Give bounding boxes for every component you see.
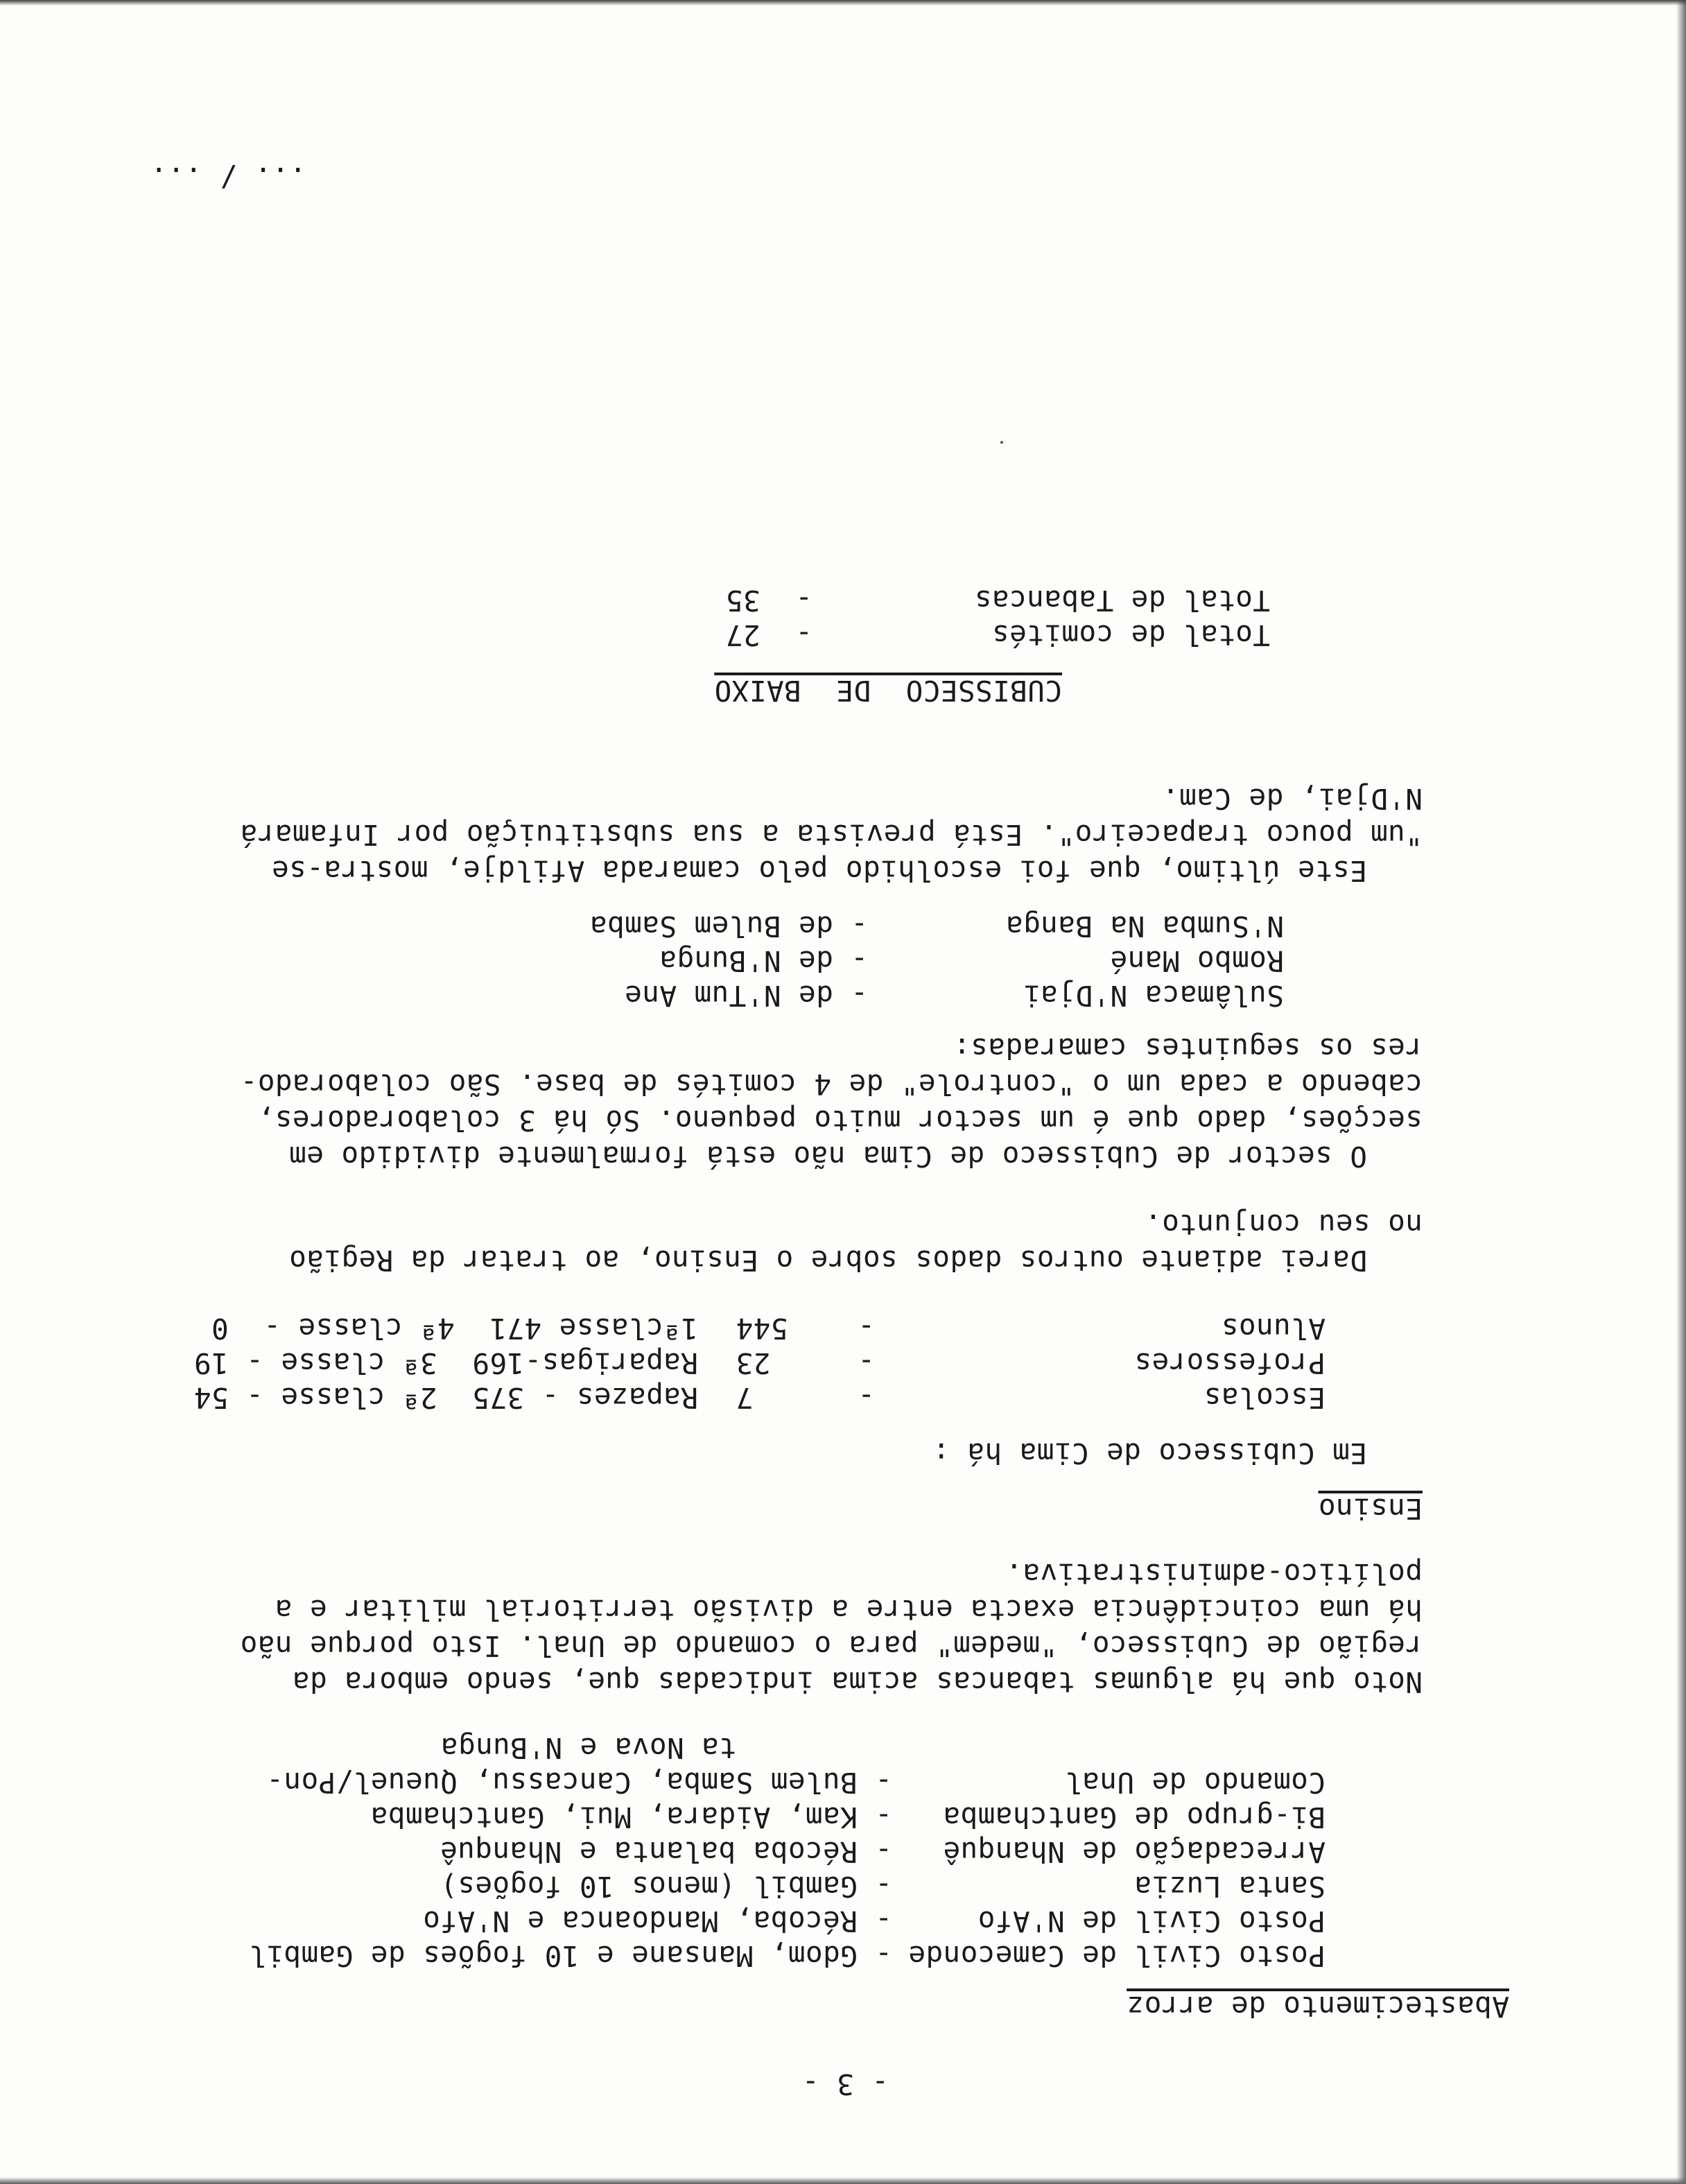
abastecimento-place: Posto Civil de N'Afo: [977, 1905, 1326, 1938]
sector-line: secções, dado que é um sector muito pequeno. Só há 3 colaboradores,: [257, 1104, 1423, 1137]
noto-line: há uma coincidência exacta entre a divisão territorial militar e a: [275, 1593, 1423, 1627]
colaborador-place: - de N'Tum Ane: [624, 979, 868, 1012]
sector-line: cabendo a cada um o "controle" de 4 comités de base. São colaborado-: [240, 1068, 1423, 1101]
baixo-total-label: Total de Tabancas: [974, 584, 1270, 617]
ensino-paragraph-line: no seu conjunto.: [1144, 1208, 1423, 1241]
ensino-row-detail: 1ªclasse 471 4ª classe - 0: [211, 1312, 698, 1345]
abastecimento-items: - Gdom, Mansane e 10 fogões de Gambil: [248, 1939, 892, 1973]
scan-edge-left: [1676, 0, 1686, 2184]
baixo-total-value: - 27: [725, 618, 812, 652]
page-number: - 3 -: [801, 2068, 889, 2101]
abastecimento-place: Arrecadação de Nhanquê: [943, 1835, 1326, 1869]
ensino-row-detail: Raparigas-169 3ª classe - 19: [193, 1346, 698, 1380]
baixo-total-value: - 35: [725, 584, 812, 617]
abastecimento-items: - Bulem Samba, Cancassu, Queuel/Pon-: [266, 1766, 892, 1799]
abastecimento-place: Comando de Unal: [1064, 1766, 1326, 1799]
ensino-paragraph-line: Darei adiante outros dados sobre o Ensino, ao tratar da Região: [288, 1244, 1367, 1277]
colaborador-name: Rombo Mané: [1110, 944, 1284, 978]
ensino-heading: Ensino: [1318, 1492, 1423, 1525]
ultimo-line: "um pouco trapaceiro". Está prevista a sua substituição por Infamará: [240, 818, 1423, 851]
ensino-row-label: Alunos: [1221, 1312, 1326, 1345]
abastecimento-place: Bi-grupo de Gantchamba: [943, 1801, 1326, 1834]
colaborador-name: Sulâmaca N'Djai: [1023, 979, 1284, 1012]
ensino-row-value: - 23: [736, 1346, 875, 1380]
abastecimento-items-cont: ta Nova e N'Bunga: [440, 1731, 736, 1765]
abastecimento-items: - Gambil (menos 10 fogões): [440, 1870, 892, 1903]
ultimo-line: Este último, que foi escolhido pelo camarada Afildje, mostra-se: [271, 854, 1367, 887]
abastecimento-items: - Récoba balanta e Nhanquê: [440, 1835, 892, 1869]
ultimo-line: N'Djai, de Cam.: [1161, 782, 1423, 815]
noto-line: Noto que há algumas tabancas acima indicadas que, sendo embora da: [292, 1665, 1423, 1699]
abastecimento-items: - Récoba, Mandoanca e N'Afo: [422, 1905, 892, 1938]
scan-edge-bottom: [0, 0, 1686, 6]
abastecimento-items: - Kam, Aidara, Mui, Gantchamba: [370, 1801, 892, 1834]
noto-line: região de Cubisseco, "medem" para o comando de Unal. Isto porque não: [240, 1629, 1423, 1663]
sector-line: O sector de Cubisseco de Cima não está formalmente dividido em: [288, 1140, 1367, 1173]
ensino-intro: Em Cubisseco de Cima há :: [932, 1437, 1367, 1470]
scan-edge-top: [0, 2177, 1686, 2184]
ensino-row-label: Escolas: [1203, 1381, 1326, 1414]
ensino-row-label: Professores: [1134, 1346, 1326, 1380]
abastecimento-place: Santa Luzia: [1134, 1870, 1326, 1903]
ensino-row-detail: Rapazes - 375 2ª classe - 54: [193, 1381, 698, 1414]
colaborador-place: - de Bulem Samba: [589, 910, 868, 943]
ensino-row-value: - 7: [736, 1381, 875, 1414]
ink-speck: [1000, 441, 1003, 444]
colaborador-name: N'Sumba Na Banga: [1005, 910, 1284, 943]
abastecimento-place: Posto Civil de Cameconde: [907, 1939, 1326, 1973]
abastecimento-heading: Abastecimento de arroz: [1127, 1990, 1509, 2023]
continuation-marker: ... / ...: [150, 161, 306, 194]
baixo-total-label: Total de comités: [991, 618, 1270, 652]
colaborador-place: - de N'Bunga: [659, 944, 868, 978]
sector-line: res os seguintes camaradas:: [953, 1032, 1423, 1065]
noto-line: político-administrativa.: [1005, 1557, 1423, 1591]
cubisseco-baixo-heading: CUBISSECO DE BAIXO: [714, 674, 1062, 707]
ensino-row-value: - 544: [736, 1312, 875, 1345]
